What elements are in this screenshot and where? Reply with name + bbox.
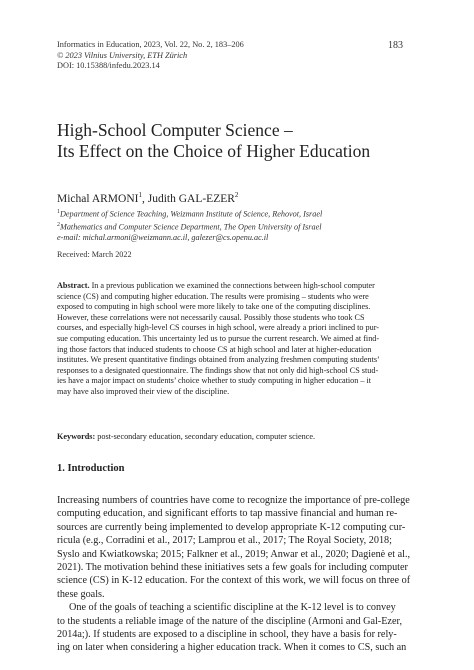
body-line: One of the goals of teaching a scientific discipline at the K-12 level is to convey <box>69 602 396 614</box>
page-number: 183 <box>388 40 403 51</box>
abstract <box>57 281 403 398</box>
abstract-line: science (CS) and computing higher education. The results were promising – students who were <box>57 291 369 301</box>
section-heading: 1. Introduction <box>57 463 125 474</box>
abstract-line: ies have a major impact on students’ choice whether to study computing in higher education – it <box>57 376 372 386</box>
abstract-line: ing those factors that induced students to choose CS at high school and later at higher-education <box>57 344 372 354</box>
journal-header <box>57 40 403 72</box>
body-line: computing education, and significant efforts to tap massive financial and human re- <box>57 508 398 520</box>
body-line: these goals. <box>57 588 105 600</box>
paper-title <box>57 120 427 162</box>
abstract-line: exposed to computing in high school were more likely to take one of the computing disciplines. <box>57 302 371 312</box>
affiliation-1-mark: 1 <box>57 209 60 215</box>
abstract-line-text: In a previous publication we examined the connections between high-school computer <box>89 281 375 290</box>
body-line: sources are currently being implemented to develop appropriate K-12 computing cur- <box>57 521 406 533</box>
body-line: ricula (e.g., Corradini et al., 2017; Lamprou et al., 2017; The Royal Society, 2018; <box>57 535 392 547</box>
abstract-line: courses, and especially high-level CS courses in high school, were already a priori inclined to pur- <box>57 323 380 333</box>
keywords <box>57 432 403 441</box>
abstract-line: sue computing education. This uncertainty led us to pursue the current research. We aimed at find- <box>57 333 380 343</box>
affiliation-1 <box>57 207 417 220</box>
copyright-notice: © 2023 Vilnius University, ETH Zürich <box>57 50 188 60</box>
author-2: Judith GAL-EZER <box>147 192 235 205</box>
keywords-text: post-secondary education, secondary education, computer science. <box>95 432 316 441</box>
abstract-label: Abstract. <box>57 281 90 290</box>
author-1-affil-mark: 1 <box>138 191 142 199</box>
abstract-line: However, these correlations were not necessarily causal. Possibly those students who took CS <box>57 312 365 322</box>
affiliation-1-text: Department of Science Teaching, Weizmann Institute of Science, Rehovot, Israel <box>60 209 323 219</box>
body-text <box>57 494 411 655</box>
title-line-2: Its Effect on the Choice of Higher Education <box>57 141 371 161</box>
author-list <box>57 191 238 205</box>
author-separator: , <box>141 192 148 205</box>
body-line: 2021). The motivation behind these initiatives sets a few goals for including computer <box>57 562 408 574</box>
affiliations <box>57 207 417 244</box>
abstract-line <box>57 281 403 292</box>
doi: DOI: 10.15388/infedu.2023.14 <box>57 61 160 70</box>
body-line: ing on later when considering a higher education track. When it comes to CS, such an <box>57 642 407 654</box>
author-2-affil-mark: 2 <box>234 191 239 199</box>
affiliation-2-text: Mathematics and Computer Science Department, The Open University of Israel <box>60 222 322 232</box>
journal-citation: Informatics in Education, 2023, Vol. 22, No. 2, 183–206 <box>57 40 244 49</box>
body-line: Increasing numbers of countries have come to recognize the importance of pre-college <box>57 495 410 506</box>
keywords-label: Keywords: <box>57 432 96 441</box>
received-date: Received: March 2022 <box>57 250 132 259</box>
abstract-line: responses to a designated questionnaire. The findings show that not only did high-school CS stud- <box>57 365 379 375</box>
body-line: science (CS) in K-12 education. For the context of this work, we will focus on three of <box>57 575 411 587</box>
affiliation-2 <box>57 220 417 233</box>
title-line-1: High-School Computer Science – <box>57 120 293 140</box>
author-1: Michal ARMONI <box>57 192 139 205</box>
body-line: to the students a reliable image of the nature of the discipline (Armoni and Gal-Ezer, <box>57 615 402 627</box>
abstract-line: institutes. We present quantitative findings obtained from analyzing freshmen computing students’ <box>57 355 380 365</box>
body-line: Syslo and Kwiatkowska; 2015; Falkner et al., 2019; Anwar et al., 2020; Dagienė et al., <box>57 548 411 560</box>
author-emails: e-mail: michal.armoni@weizmann.ac.il, galezer@cs.openu.ac.il <box>57 233 269 243</box>
affiliation-2-mark: 2 <box>57 222 60 229</box>
abstract-line: may have also improved their view of the discipline. <box>57 386 230 396</box>
body-line: 2014a;). If students are exposed to a discipline in school, they have a basis for rely- <box>57 629 397 641</box>
